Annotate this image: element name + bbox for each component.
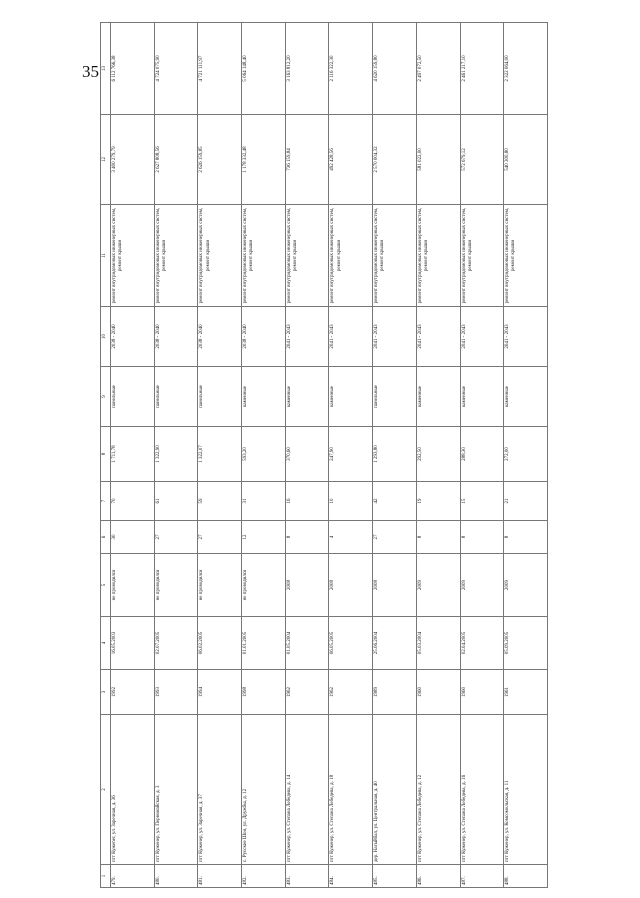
value-col7: 16 [285,482,329,521]
value-col6: 27 [373,521,417,554]
building-address: пгт Куженер, ул. Первомайская, д. 3 [154,715,198,865]
last-repair-year: не проводился [242,554,286,617]
works-cost: 736 159,84 [285,115,329,205]
row-number: 479. [111,865,155,888]
privatization-date: 25.06.2004 [373,617,417,670]
value-col7: 15 [460,482,504,521]
total-cost: 2 497 072,50 [416,23,460,115]
total-cost: 4 721 111,97 [198,23,242,115]
wall-material: панельные [111,367,155,427]
total-cost: 3 163 812,20 [285,23,329,115]
value-col6: 27 [198,521,242,554]
works-cost: 1 178 332,48 [242,115,286,205]
works-list: ремонт внутридомовых инженерных систем, ремонт крыши [373,205,417,307]
wall-material: панельные [198,367,242,427]
column-number: 7 [101,482,111,521]
privatization-date: 02.04.2005 [460,617,504,670]
last-repair-year: не проводился [154,554,198,617]
total-cost: 2 461 217,10 [460,23,504,115]
total-area: 288,30 [460,427,504,482]
row-number: 487. [460,865,504,888]
total-cost: 4 724 075,90 [154,23,198,115]
row-number: 482. [242,865,286,888]
privatization-date: 01.01.2005 [242,617,286,670]
value-col7: 21 [504,482,548,521]
column-number: 13 [101,23,111,115]
last-repair-year: не проводился [198,554,242,617]
value-col6: 8 [285,521,329,554]
table-row [111,23,155,888]
column-number: 12 [101,115,111,205]
works-cost: 492 428,56 [329,115,373,205]
planned-period: 2041 - 2043 [373,307,417,367]
construction-year: 1961 [504,670,548,715]
page-number: 35 [82,62,99,81]
works-cost: 581 022,00 [416,115,460,205]
planned-period: 2038 - 2040 [154,307,198,367]
last-repair-year: 2008 [285,554,329,617]
wall-material: панельные [373,367,417,427]
last-repair-year: 2009 [460,554,504,617]
last-repair-year: 2008 [373,554,417,617]
wall-material: каменные [242,367,286,427]
column-number: 3 [101,670,111,715]
planned-period: 2041 - 2043 [416,307,460,367]
column-number: 4 [101,617,111,670]
row-number: 481. [198,865,242,888]
registry-table-rotated [100,55,548,888]
total-area: 1 322,07 [198,427,242,482]
value-col6: 8 [416,521,460,554]
column-number: 2 [101,715,111,865]
value-col6: 8 [504,521,548,554]
total-area: 292,50 [416,427,460,482]
works-list: ремонт внутридомовых инженерных систем, ремонт крыши [198,205,242,307]
last-repair-year: 2009 [416,554,460,617]
total-area: 272,00 [504,427,548,482]
privatization-date: 01.05.2004 [285,617,329,670]
construction-year: 1998 [242,670,286,715]
total-cost: 6 112 766,38 [111,23,155,115]
wall-material: каменные [460,367,504,427]
construction-year: 1992 [111,670,155,715]
value-col7: 59 [198,482,242,521]
column-number: 8 [101,427,111,482]
privatization-date: 02.07.2005 [154,617,198,670]
value-col7: 31 [242,482,286,521]
works-cost: 2 627 808,56 [154,115,198,205]
value-col6: 4 [329,521,373,554]
works-list: ремонт внутридомовых инженерных систем, ремонт крыши [111,205,155,307]
construction-year: 1994 [198,670,242,715]
planned-period: 2038 - 2040 [111,307,155,367]
table-row [504,23,548,888]
building-address: пгт Куженер, ул. Степана Лебедева, д. 12 [416,715,460,865]
construction-year: 1989 [373,670,417,715]
privatization-date: 05.09.2005 [504,617,548,670]
total-cost: 2 116 322,30 [329,23,373,115]
table-row [416,23,460,888]
table-row [373,23,417,888]
privatization-date: 06.05.2005 [329,617,373,670]
construction-year: 1962 [329,670,373,715]
building-address: пгт Куженер, ул. Комсомольская, д. 11 [504,715,548,865]
works-list: ремонт внутридомовых инженерных систем, ремонт крыши [416,205,460,307]
wall-material: каменные [329,367,373,427]
total-area: 247,90 [329,427,373,482]
value-col6: 12 [242,521,286,554]
wall-material: каменные [285,367,329,427]
column-number: 5 [101,554,111,617]
total-cost: 5 064 148,40 [242,23,286,115]
table-row [285,23,329,888]
value-col7: 10 [329,482,373,521]
column-number: 10 [101,307,111,367]
row-number: 488. [504,865,548,888]
value-col7: 42 [373,482,417,521]
privatization-date: 05.03.2004 [416,617,460,670]
row-number: 486. [416,865,460,888]
value-col7: 61 [154,482,198,521]
construction-year: 1960 [460,670,504,715]
table-row [198,23,242,888]
value-col7: 70 [111,482,155,521]
construction-year: 1960 [416,670,460,715]
total-cost: 2 322 064,00 [504,23,548,115]
value-col6: 30 [111,521,155,554]
wall-material: каменные [504,367,548,427]
column-number-row [101,23,111,888]
building-address: дер. Нагыйбал, ул. Центральная, д. 40 [373,715,417,865]
registry-table [100,22,548,888]
privatization-date: 16.05.2003 [111,617,155,670]
row-number: 484. [329,865,373,888]
table-row [242,23,286,888]
column-number: 11 [101,205,111,307]
table-row [154,23,198,888]
planned-period: 2041 - 2043 [504,307,548,367]
works-cost: 3 400 279,79 [111,115,155,205]
last-repair-year: 2008 [329,554,373,617]
construction-year: 1962 [285,670,329,715]
total-area: 1 711,78 [111,427,155,482]
works-list: ремонт внутридомовых инженерных систем, ремонт крыши [504,205,548,307]
planned-period: 2041 - 2043 [460,307,504,367]
construction-year: 1993 [154,670,198,715]
building-address: пгт Кужener, ул. Заречная, д. 36 [111,715,155,865]
total-area: 1 293,80 [373,427,417,482]
planned-period: 2038 - 2040 [242,307,286,367]
works-cost: 572 679,12 [460,115,504,205]
value-col6: 8 [460,521,504,554]
total-area: 370,60 [285,427,329,482]
planned-period: 2041 - 2043 [285,307,329,367]
row-number: 485. [373,865,417,888]
row-number: 483. [285,865,329,888]
last-repair-year: 2009 [504,554,548,617]
building-address: пгт Куженер, ул. Степана Лебедева, д. 14 [285,715,329,865]
value-col7: 19 [416,482,460,521]
privatization-date: 06.02.2005 [198,617,242,670]
last-repair-year: не проводился [111,554,155,617]
building-address: пгт Куженер, ул. Заречная, д. 37 [198,715,242,865]
works-cost: 2 570 004,32 [373,115,417,205]
wall-material: каменные [416,367,460,427]
works-list: ремонт внутридомовых инженерных систем, ремонт крыши [242,205,286,307]
wall-material: панельные [154,367,198,427]
column-number: 1 [101,865,111,888]
works-cost: 2 626 159,85 [198,115,242,205]
works-cost: 540 300,80 [504,115,548,205]
building-address: с. Русские Шои, ул. Дружбы, д. 12 [242,715,286,865]
total-area: 1 322,90 [154,427,198,482]
total-cost: 4 620 159,80 [373,23,417,115]
planned-period: 2041 - 2043 [329,307,373,367]
table-row [460,23,504,888]
works-list: ремонт внутридомовых инженерных систем, ремонт крыши [154,205,198,307]
works-list: ремонт внутридомовых инженерных систем, ремонт крыши [329,205,373,307]
building-address: пгт Куженер, ул. Степана Лебедева, д. 18 [329,715,373,865]
works-list: ремонт внутридомовых инженерных систем, ремонт крыши [285,205,329,307]
total-area: 593,20 [242,427,286,482]
building-address: пгт Куженер, ул. Степана Лебедева, д. 16 [460,715,504,865]
row-number: 480. [154,865,198,888]
planned-period: 2038 - 2040 [198,307,242,367]
table-row [329,23,373,888]
column-number: 9 [101,367,111,427]
column-number: 6 [101,521,111,554]
value-col6: 27 [154,521,198,554]
works-list: ремонт внутридомовых инженерных систем, ремонт крыши [460,205,504,307]
